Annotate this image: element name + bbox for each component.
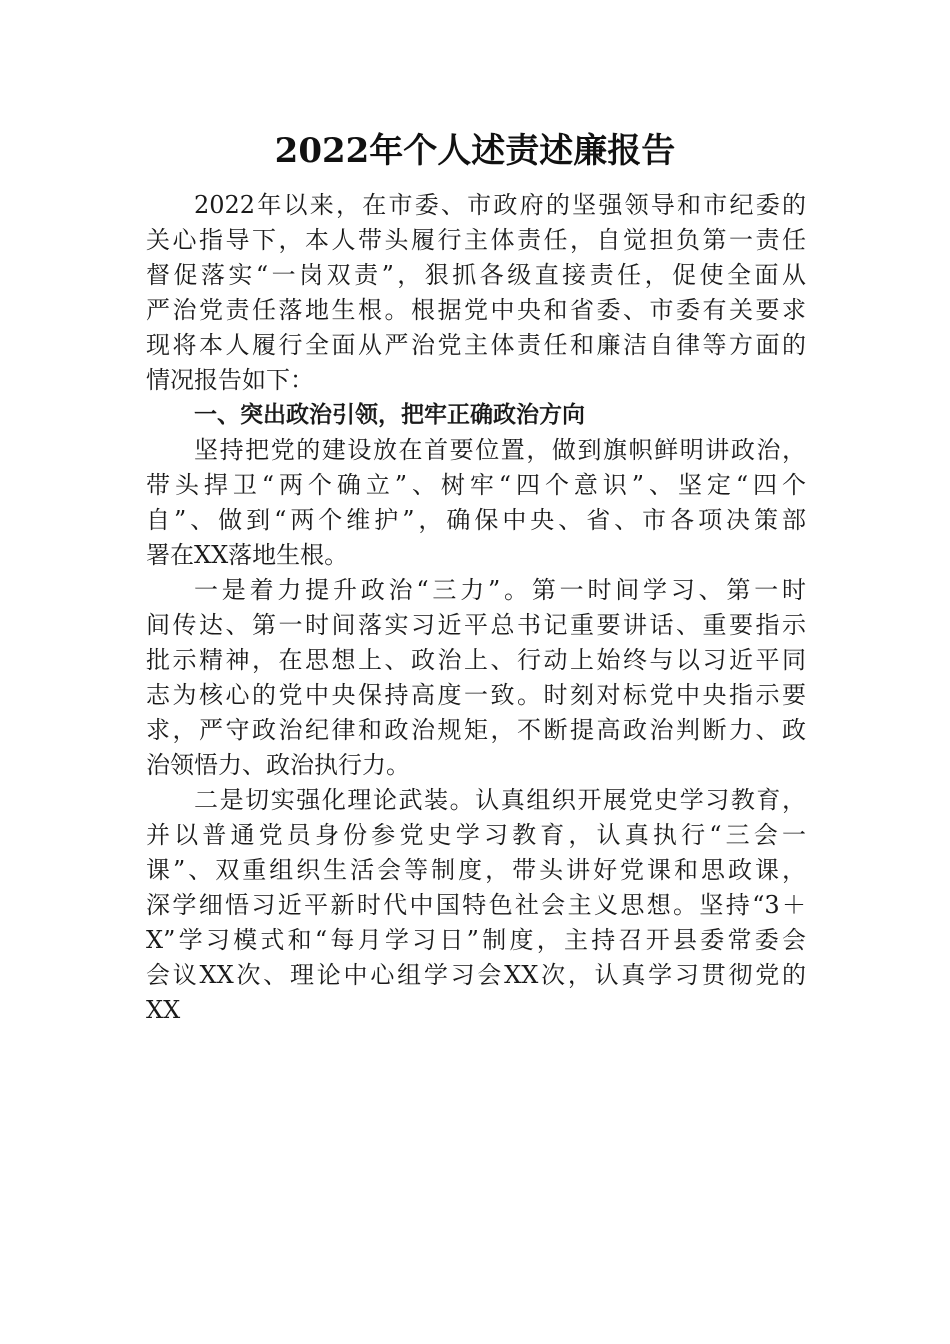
paragraph-line: X”学习模式和“每月学习日”制度，主持召开县委常委会 [146,926,806,954]
document-title: 2022年个人述责述廉报告 [274,131,676,171]
paragraph-line: 2022年以来，在市委、市政府的坚强领导和市纪委的 [194,191,806,219]
paragraph-line: 治领悟力、政治执行力。 [146,751,410,779]
paragraph-line: 深学细悟习近平新时代中国特色社会主义思想。坚持“3＋ [146,891,806,919]
paragraph-line: 间传达、第一时间落实习近平总书记重要讲话、重要指示 [146,611,806,639]
paragraph-line: 自”、做到“两个维护”，确保中央、省、市各项决策部 [146,506,806,534]
paragraph-line: 关心指导下，本人带头履行主体责任，自觉担负第一责任 [146,226,806,254]
paragraph-line: 并以普通党员身份参党史学习教育，认真执行“三会一 [146,821,806,849]
paragraph-line: 现将本人履行全面从严治党主体责任和廉洁自律等方面的 [146,331,806,359]
paragraph-line: 署在XX落地生根。 [146,541,349,569]
paragraph-line: 情况报告如下： [146,366,314,394]
paragraph-line: 督促落实“一岗双责”，狠抓各级直接责任，促使全面从 [146,261,806,289]
paragraph-line: 课”、双重组织生活会等制度，带头讲好党课和思政课， [146,856,806,884]
paragraph-line: 求，严守政治纪律和政治规矩，不断提高政治判断力、政 [146,716,806,744]
paragraph-line: 一是着力提升政治“三力”。第一时间学习、第一时 [194,576,806,604]
paragraph-line: 志为核心的党中央保持高度一致。时刻对标党中央指示要 [146,681,806,709]
paragraph-line: 批示精神，在思想上、政治上、行动上始终与以习近平同 [146,646,806,674]
paragraph-line: XX [146,996,181,1024]
paragraph-line: 带头捍卫“两个确立”、树牢“四个意识”、坚定“四个 [146,471,806,499]
paragraph-line: 坚持把党的建设放在首要位置，做到旗帜鲜明讲政治， [194,436,806,464]
section-heading: 一、突出政治引领，把牢正确政治方向 [194,402,585,428]
paragraph-line: 二是切实强化理论武装。认真组织开展党史学习教育， [194,786,806,814]
paragraph-line: 严治党责任落地生根。根据党中央和省委、市委有关要求 [146,296,806,324]
paragraph-line: 会议XX次、理论中心组学习会XX次，认真学习贯彻党的 [146,961,806,989]
